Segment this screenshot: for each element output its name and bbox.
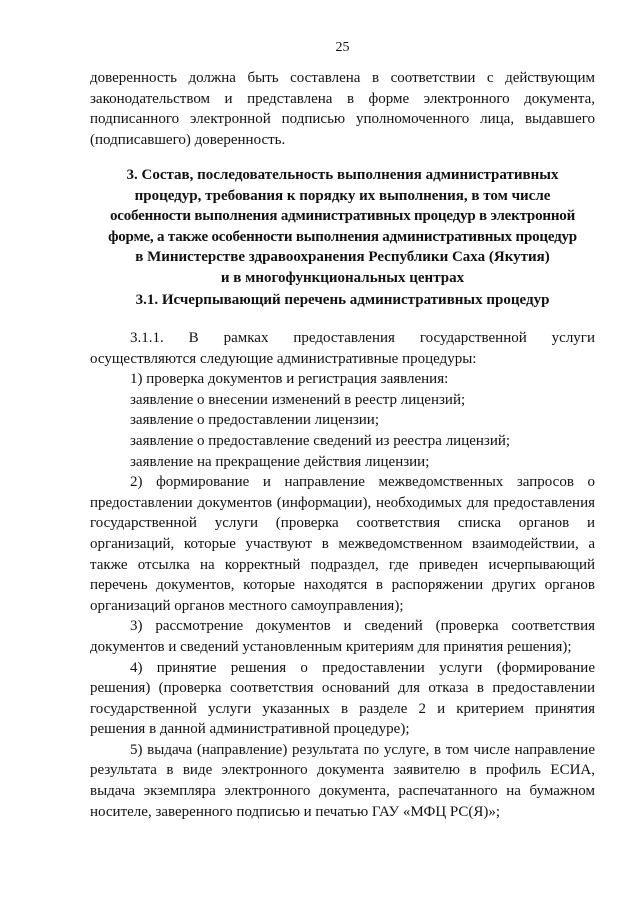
section-heading-line: особенности выполнения административных процедур в электронной xyxy=(109,208,576,225)
section-heading-line: 3. Состав, последовательность выполнения административных xyxy=(126,167,559,183)
section-heading xyxy=(90,165,595,289)
procedures-list xyxy=(90,328,595,822)
section-heading-line: и в многофункциональных центрах xyxy=(220,269,465,286)
section-heading-line: форме, а также особенности выполнения административных процедур xyxy=(108,228,577,245)
list-item-5: 5) выдача (направление) результата по услуге, в том числе направление результата в виде электронного документа заявителю в профиль ЕСИА, выдача экземпляра электронного документа, распечатанного на бумажном носителе, заверенного подписью и печатью ГАУ «МФЦ РС(Я)»; xyxy=(90,741,595,820)
list-item-2: 2) формирование и направление межведомственных запросов о предоставлении документов (информации), необходимых для предоставления государственной услуги (проверка соответствия списка органов и организаций, которые участвуют в межведомственном взаимодействии, а также отсылка на корректный подраздел, где приведен исчерпывающий перечень документов, которые находятся в распоряжении других органов организаций органов местного самоуправления); xyxy=(90,474,595,614)
section-heading-line: в Министерстве здравоохранения Республики Саха (Якутия) xyxy=(135,249,550,266)
paragraph-3-1-1-line1: 3.1.1. В рамках предоставления государственной услуги xyxy=(130,330,595,346)
list-item-3: 3) рассмотрение документов и сведений (проверка соответствия документов и сведений установленным критериям для принятия решения); xyxy=(90,618,595,655)
list-item: заявление о предоставление сведений из реестра лицензий; xyxy=(130,432,511,449)
list-item: 1) проверка документов и регистрация заявления: xyxy=(130,371,449,388)
list-item-4: 4) принятие решения о предоставлении услуги (формирование решения) (проверка соответствия оснований для отказа в предоставлении государственной услуги указанных в разделе 2 и критерием принятия решения в данной административной процедуре); xyxy=(90,659,595,738)
paragraph-3-1-1-line2: осуществляются следующие административные процедуры: xyxy=(90,350,477,367)
intro-paragraph: доверенность должна быть составлена в соответствии с действующим законодательством и представлена в форме электронного документа, подписанного электронной подписью уполномоченного лица, выдавшего (подписавшего) доверенность. xyxy=(90,70,595,148)
list-item: заявление о внесении изменений в реестр лицензий; xyxy=(130,391,466,408)
subsection-heading: 3.1. Исчерпывающий перечень административных процедур xyxy=(135,292,550,308)
section-heading-line: процедур, требования к порядку их выполнения, в том числе xyxy=(134,187,551,204)
list-item: заявление о предоставлении лицензии; xyxy=(130,412,380,429)
list-item: заявление на прекращение действия лицензии; xyxy=(130,453,430,470)
page-number: 25 xyxy=(335,40,350,55)
